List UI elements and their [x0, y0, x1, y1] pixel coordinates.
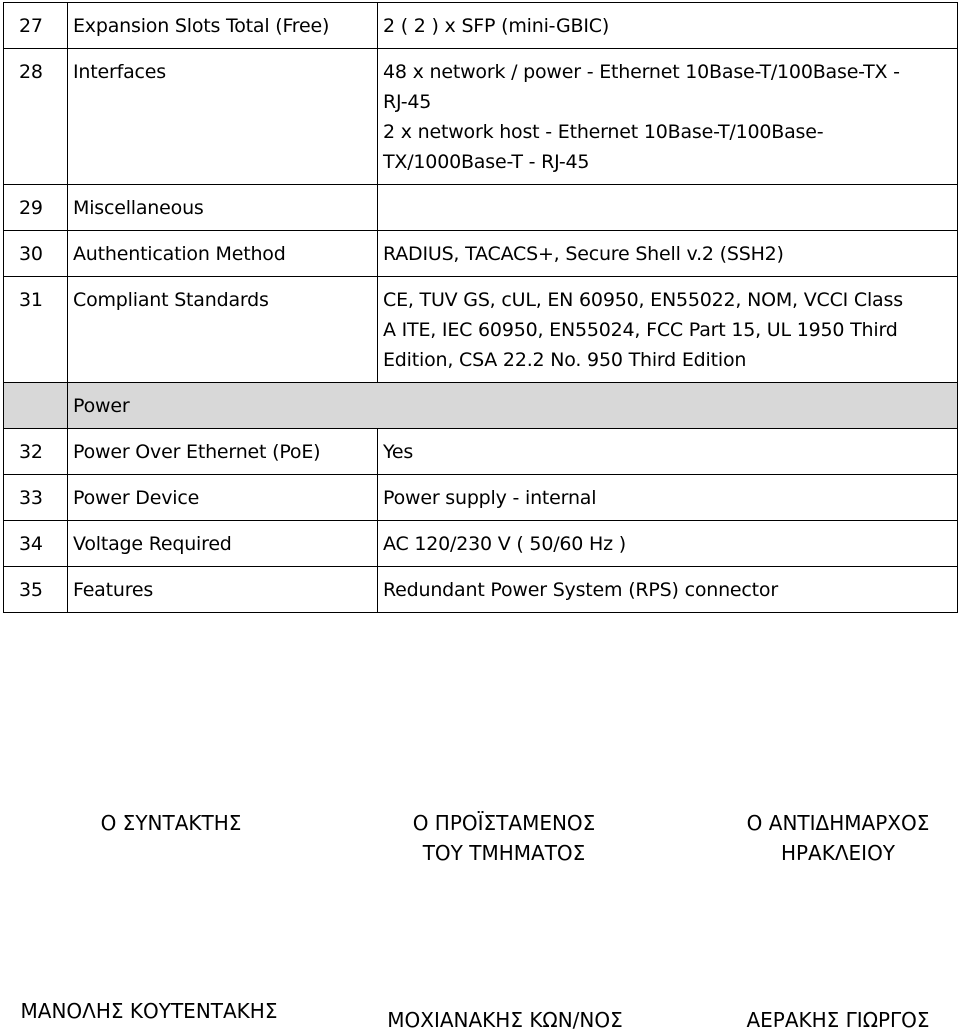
table-row	[4, 475, 958, 521]
spec-name: Voltage Required	[73, 533, 232, 555]
supervisor-name: ΜΟΧΙΑΝΑΚΗΣ ΚΩΝ/ΝΟΣ	[387, 1008, 623, 1032]
supervisor-title: Ο ΠΡΟΪΣΤΑΜΕΝΟΣ ΤΟΥ ΤΜΗΜΑΤΟΣ	[412, 811, 596, 865]
row-number: 29	[19, 197, 43, 219]
section-title: Power	[73, 395, 130, 417]
spec-name: Power Over Ethernet (PoE)	[73, 441, 321, 463]
row-number: 32	[19, 441, 43, 463]
table-row	[4, 429, 958, 475]
table-row	[4, 49, 958, 185]
spec-value: Power supply - internal	[383, 487, 597, 509]
spec-name: Features	[73, 579, 154, 601]
row-number: 27	[19, 15, 43, 37]
spec-name: Compliant Standards	[73, 289, 269, 311]
deputy-mayor-title: Ο ΑΝΤΙΔΗΜΑΡΧΟΣ ΗΡΑΚΛΕΙΟΥ	[746, 811, 930, 865]
section-header-row	[4, 383, 958, 429]
table-row	[4, 567, 958, 613]
spec-name: Expansion Slots Total (Free)	[73, 15, 330, 37]
spec-name: Miscellaneous	[73, 197, 204, 219]
table-row	[4, 521, 958, 567]
table-row	[4, 185, 958, 231]
spec-value: 2 ( 2 ) x SFP (mini-GBIC)	[383, 15, 610, 37]
spec-value: AC 120/230 V ( 50/60 Hz )	[383, 533, 626, 555]
author-name: ΜΑΝΟΛΗΣ ΚΟΥΤΕΝΤΑΚΗΣ	[20, 999, 278, 1023]
spec-name: Interfaces	[73, 61, 166, 83]
row-number: 28	[19, 61, 43, 83]
row-number: 35	[19, 579, 43, 601]
spec-table	[3, 2, 958, 613]
row-number: 30	[19, 243, 43, 265]
spec-name: Authentication Method	[73, 243, 286, 265]
author-title: Ο ΣΥΝΤΑΚΤΗΣ	[100, 811, 242, 835]
spec-value: CE, TUV GS, cUL, EN 60950, EN55022, NOM, VCCI Class A ITE, IEC 60950, EN55024, FCC Part 15, UL 1950 Third Edition, CSA 22.2 No. 950 Third Edition	[383, 289, 903, 371]
table-row	[4, 277, 958, 383]
table-row	[4, 231, 958, 277]
row-number: 31	[19, 289, 43, 311]
table-row	[4, 3, 958, 49]
deputy-mayor-name: ΑΕΡΑΚΗΣ ΓΙΩΡΓΟΣ	[746, 1008, 930, 1032]
spec-value: Yes	[383, 441, 414, 463]
row-number: 34	[19, 533, 43, 555]
spec-value: Redundant Power System (RPS) connector	[383, 579, 778, 601]
spec-value	[378, 185, 957, 200]
spec-name: Power Device	[73, 487, 200, 509]
row-number: 33	[19, 487, 43, 509]
spec-value: RADIUS, TACACS+, Secure Shell v.2 (SSH2)	[383, 243, 784, 265]
spec-value: 48 x network / power - Ethernet 10Base-T/100Base-TX - RJ-45 2 x network host - Ethernet 10Base-T/100Base- TX/1000Base-T - RJ-45	[383, 61, 900, 173]
